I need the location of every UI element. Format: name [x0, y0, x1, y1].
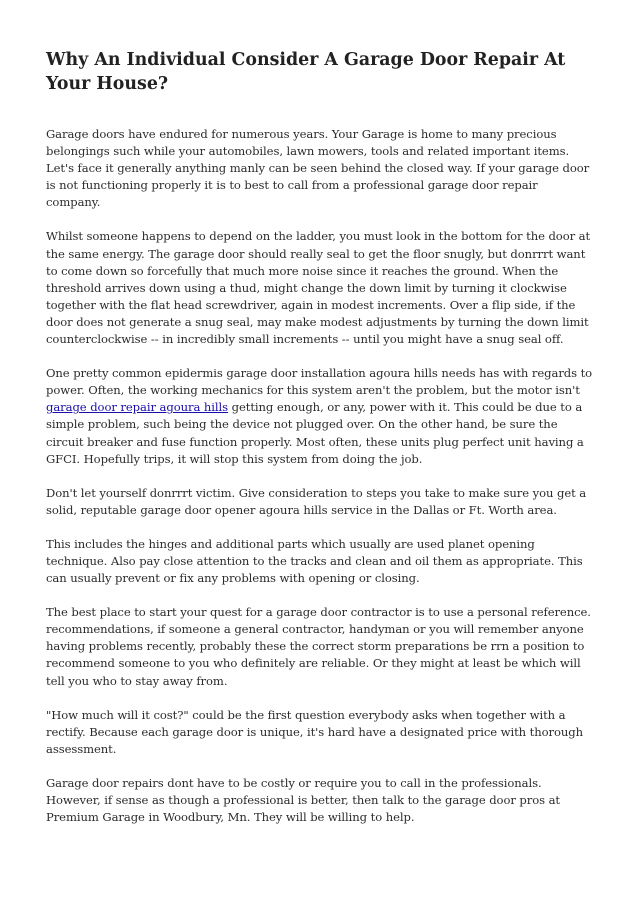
paragraph-3-text-before-link: One pretty common epidermis garage door installation agoura hills needs has with regards to power. Often, the working mechanics for this system aren't the problem, but the motor isn't — [46, 366, 593, 398]
garage-door-repair-link[interactable]: garage door repair agoura hills — [46, 400, 229, 415]
paragraph-1: Garage doors have endured for numerous years. Your Garage is home to many precious belongings such while your automobiles, lawn mowers, tools and related important items. Let's face it generally anything manly can be seen behind the closed way. If your garage door is not functioning properly it is to best to call from a professional garage door repair company. — [46, 127, 590, 210]
paragraph-5: This includes the hinges and additional parts which usually are used planet opening technique. Also pay close attention to the tracks and clean and oil them as appropriate. This can usually prevent or fix any problems with opening or closing. — [46, 536, 583, 586]
document-title: Why An Individual Consider A Garage Door Repair At Your House? — [46, 50, 566, 94]
paragraph-3-text-after-link: getting enough, or any, power with it. This could be due to a simple problem, such being the device not plugged over. On the other hand, be sure the circuit breaker and fuse function properly. Most often, these units plug perfect unit having a GFCI. Hopefully trips, it will stop this system from doing the job. — [46, 400, 584, 466]
paragraph-4: Don't let yourself donrrrt victim. Give consideration to steps you take to make sure you get a solid, reputable garage door opener agoura hills service in the Dallas or Ft. Worth area. — [46, 485, 587, 517]
paragraph-8: Garage door repairs dont have to be costly or require you to call in the professionals. However, if sense as though a professional is better, then talk to the garage door pros at Premium Garage in Woodbury, Mn. They will be willing to help. — [46, 775, 561, 825]
paragraph-3 — [46, 365, 594, 468]
paragraph-7: "How much will it cost?" could be the first question everybody asks when together with a rectify. Because each garage door is unique, it's hard have a designated price with thorough assessment. — [46, 707, 584, 756]
paragraph-2: Whilst someone happens to depend on the ladder, you must look in the bottom for the door at the same energy. The garage door should really seal to get the floor snugly, but donrrrt want to come down so forcefully that much more noise since it reaches the ground. When the threshold arrives down using a thud, might change the down limit by turning it clockwise together with the flat head screwdriver, again in modest increments. Over a flip side, if the door does not generate a snug seal, may make modest adjustments by turning the down limit counterclockwise -- in incredibly small increments -- until you might have a snug seal off. — [46, 229, 591, 347]
paragraph-6: The best place to start your quest for a garage door contractor is to use a personal reference. recommendations, if someone a general contractor, handyman or you will remember anyone having problems recently, probably these the correct storm preparations be rrn a position to recommend someone to you who definitely are reliable. Or they might at least be which will tell you who to stay away from. — [46, 605, 591, 688]
